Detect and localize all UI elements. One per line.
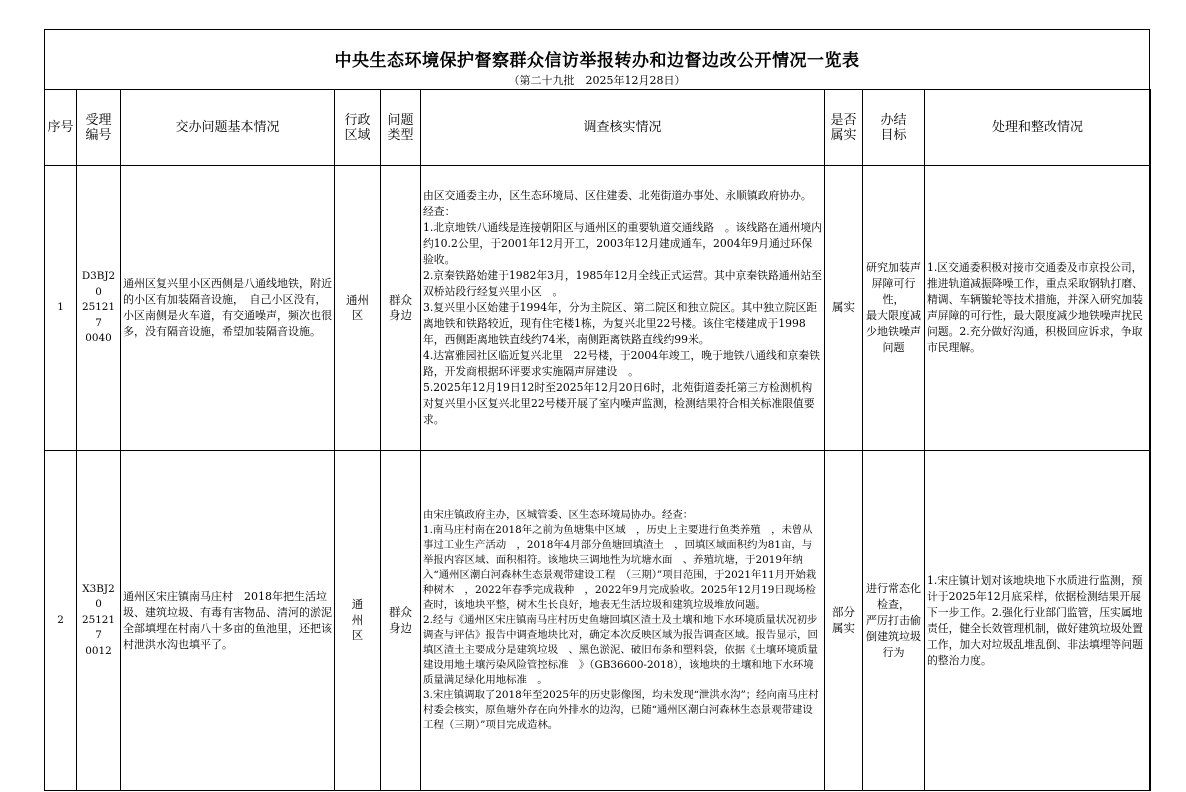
col-header-issue: 交办问题基本情况 bbox=[121, 90, 335, 166]
cell-verified: 属实 bbox=[825, 166, 863, 451]
cell-district: 通州 区 bbox=[335, 166, 381, 451]
cell-verified: 部分 属实 bbox=[825, 451, 863, 791]
cell-goal: 研究加装声屏障可行性， 最大限度减少地铁噪声问题 bbox=[863, 166, 925, 451]
cell-issue: 通州区宋庄镇南马庄村 2018年把生活垃圾、建筑垃圾、有毒有害物品、清河的淤泥全部填埋在村南八十多亩的鱼池里，还把该村泄洪水沟也填平了。 bbox=[121, 451, 335, 791]
cell-id: X3BJ2 0 25121 7 0012 bbox=[77, 451, 121, 791]
col-header-investigation: 调查核实情况 bbox=[421, 90, 825, 166]
col-header-type: 问题 类型 bbox=[381, 90, 421, 166]
cell-investigation: 由宋庄镇政府主办，区城管委、区生态环境局协办。经查： 1.南马庄村南在2018年之前为鱼塘集中区域 ，历史上主要进行鱼类养殖 ，未曾从事过工业生产活动 ，2018年4月部分鱼塘回填渣土 ，回填区域面积约为81亩，与举报内容区域、面积相符。该地块三调地性为坑塘水面 、养殖坑塘，于2019年纳入“通州区潮白河森林生态景观带建设工程 （三期）”项目范围，于2021年11月开始栽种树木 ，2022年春季完成栽种 ，2022年9月完成验收。2025年12月19日现场检查时，该地块平整，树木生长良好，地表无生活垃圾和建筑垃圾堆放问题。 2.经与《通州区宋庄镇南马庄村历史鱼塘回填区渣土及土壤和地下水环境质量状况初步调查与评估》报告中调查地块比对，确定本次反映区域为报告调查区域。报告显示，回填区渣土主要成分是建筑垃圾 、黑色淤泥、破旧布条和塑料袋，依据《土壤环境质量建设用地土壤污染风险管控标准 》（GB36600-2018），该地块的土壤和地下水环境质量满足绿化用地标准 。 3.宋庄镇调取了2018年至2025年的历史影像图，均未发现“泄洪水沟”；经向南马庄村村委会核实，原鱼塘外存在向外排水的边沟，已随“通州区潮白河森林生态景观带建设工程（三期）”项目完成造林。 bbox=[421, 451, 825, 791]
cell-type: 群众 身边 bbox=[381, 451, 421, 791]
cell-type: 群众 身边 bbox=[381, 166, 421, 451]
table-header-row bbox=[45, 90, 1151, 166]
cell-seq: 2 bbox=[45, 451, 77, 791]
col-header-seq: 序号 bbox=[45, 90, 77, 166]
table-row bbox=[45, 166, 1151, 451]
cell-handling: 1.宋庄镇计划对该地块地下水质进行监测，预计于2025年12月底采样，依据检测结果开展下一步工作。2.强化行业部门监管，压实属地责任，健全长效管理机制，做好建筑垃圾处置工作，加大对垃圾乱堆乱倒、非法填埋等问题的整治力度。 bbox=[925, 451, 1151, 791]
col-header-verified: 是否 属实 bbox=[825, 90, 863, 166]
cell-id: D3BJ2 0 25121 7 0040 bbox=[77, 166, 121, 451]
cell-seq: 1 bbox=[45, 166, 77, 451]
page-subtitle: （第二十九批 2025年12月28日） bbox=[508, 74, 686, 87]
cell-handling: 1.区交通委积极对接市交通委及市京投公司，推进轨道减振降噪工作，重点采取钢轨打磨、精调、车辆镟轮等技术措施，并深入研究加装声屏障的可行性，最大限度减少地铁噪声扰民问题。2.充分做好沟通，积极回应诉求，争取市民理解。 bbox=[925, 166, 1151, 451]
cell-investigation: 由区交通委主办，区生态环境局、区住建委、北苑街道办事处、永顺镇政府协办。经查： 1.北京地铁八通线是连接朝阳区与通州区的重要轨道交通线路 。该线路在通州境内约10.2公里，于2001年12月开工，2003年12月建成通车，2004年9月通过环保验收。 2.京秦铁路始建于1982年3月，1985年12月全线正式运营。其中京秦铁路通州站至双桥站段行经复兴里小区 。 3.复兴里小区始建于1994年，分为主院区、第二院区和独立院区。其中独立院区距离地铁和铁路较近，现有住宅楼1栋，为复兴北里22号楼。该住宅楼建成于1998年，西侧距离地铁直线约74米，南侧距离铁路直线约99米。 4.达富雅园社区临近复兴北里 22号楼，于2004年竣工，晚于地铁八通线和京秦铁路，开发商根据环评要求实施隔声屏建设 。 5.2025年12月19日12时至2025年12月20日6时，北苑街道委托第三方检测机构对复兴里小区复兴北里22号楼开展了室内噪声监测，检测结果符合相关标准限值要求。 bbox=[421, 166, 825, 451]
table-row bbox=[45, 451, 1151, 791]
col-header-goal: 办结 目标 bbox=[863, 90, 925, 166]
page-title: 中央生态环境保护督察群众信访举报转办和边督边改公开情况一览表 bbox=[334, 51, 860, 71]
cell-district: 通 州 区 bbox=[335, 451, 381, 791]
petition-table bbox=[44, 89, 1151, 791]
cell-issue: 通州区复兴里小区西侧是八通线地铁，附近的小区有加装隔音设施， 自己小区没有，小区南侧是火车道，有交通噪声，频次也很多，没有隔音设施，希望加装隔音设施。 bbox=[121, 166, 335, 451]
col-header-handling: 处理和整改情况 bbox=[925, 90, 1151, 166]
col-header-district: 行政 区域 bbox=[335, 90, 381, 166]
col-header-id: 受理 编号 bbox=[77, 90, 121, 166]
cell-goal: 进行常态化检查， 严厉打击偷倒建筑垃圾行为 bbox=[863, 451, 925, 791]
